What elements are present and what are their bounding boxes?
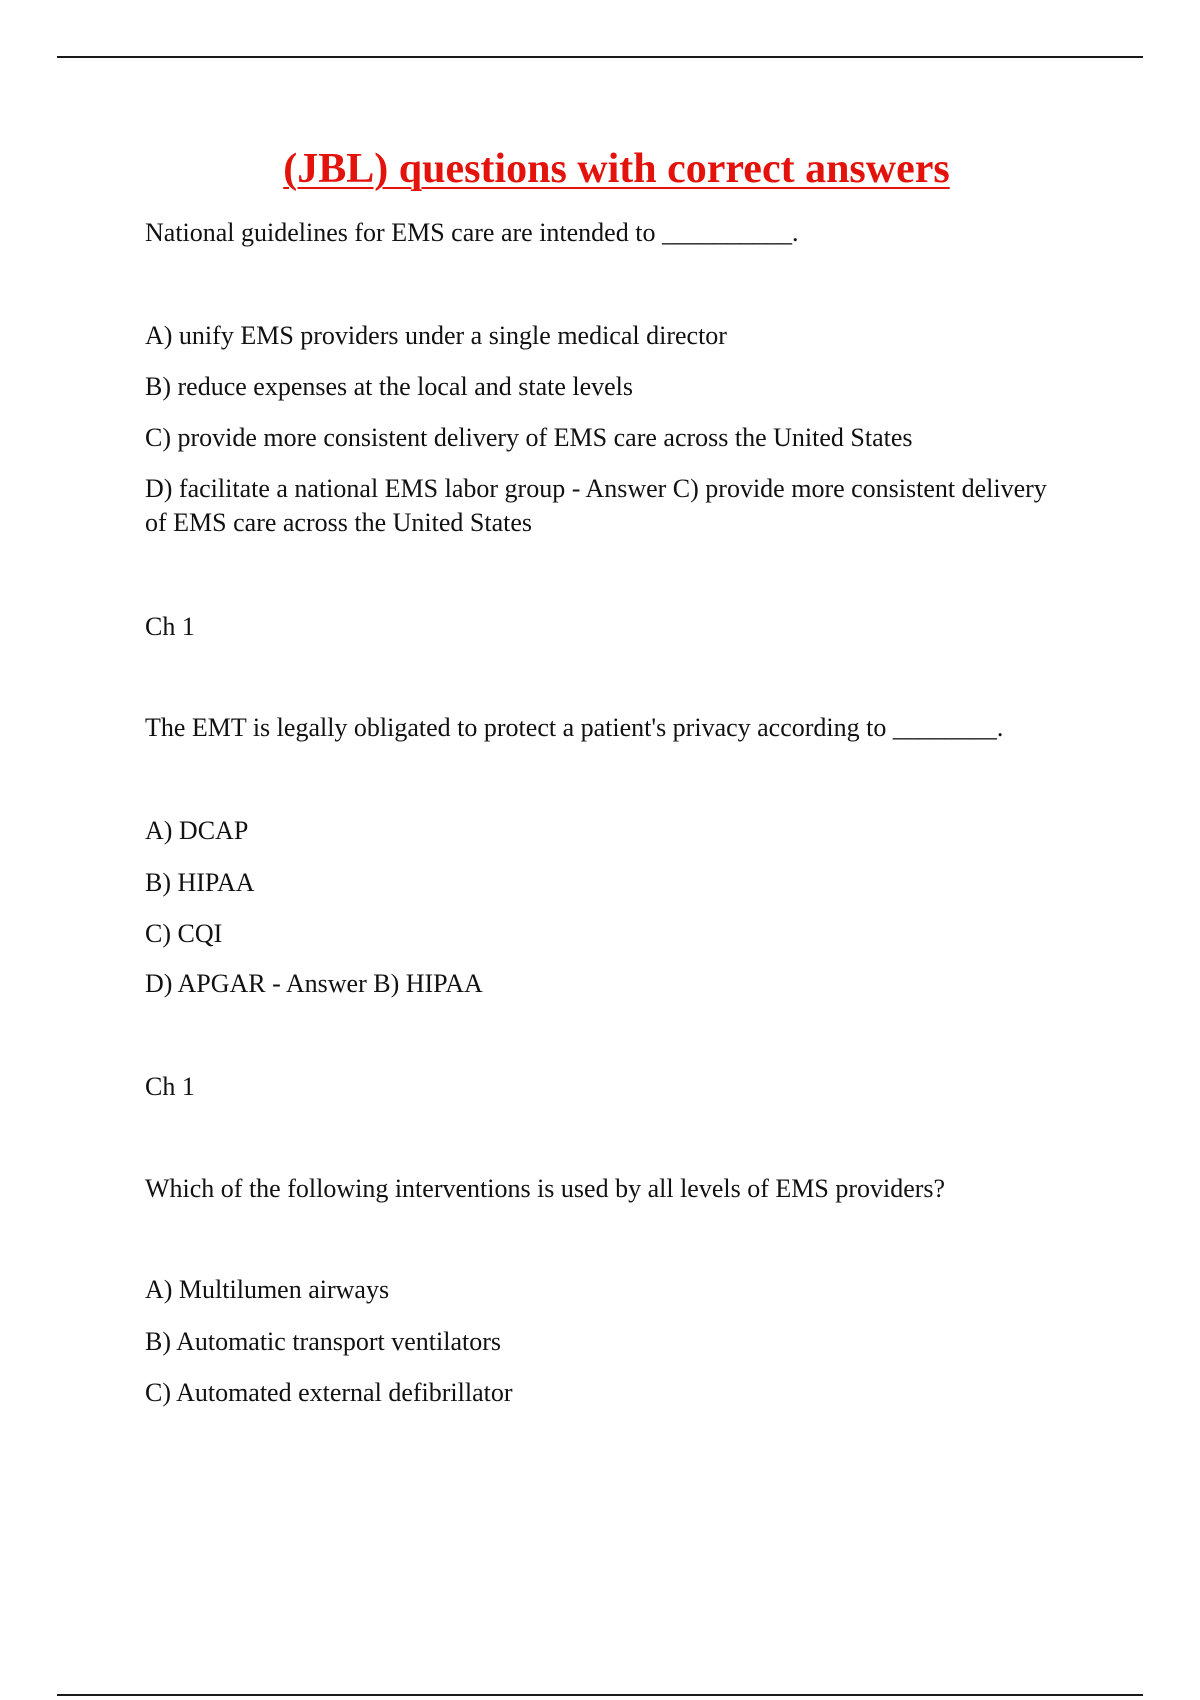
- question-1-text: National guidelines for EMS care are intended to __________.: [145, 218, 799, 247]
- question-2-option-a: A) DCAP: [145, 816, 249, 845]
- question-2-option-b: B) HIPAA: [145, 868, 255, 897]
- question-1-option-d-with-answer: D) facilitate a national EMS labor group - Answer C) provide more consistent delivery of EMS care across the United States: [145, 474, 1047, 537]
- question-1-option-c: C) provide more consistent delivery of EMS care across the United States: [145, 423, 913, 452]
- question-1-option-b: B) reduce expenses at the local and state levels: [145, 372, 634, 401]
- question-1-option-a: A) unify EMS providers under a single medical director: [145, 321, 727, 350]
- top-rule: [57, 56, 1143, 58]
- question-2-option-c: C) CQI: [145, 919, 223, 948]
- question-2-text: The EMT is legally obligated to protect a patient's privacy according to ________.: [145, 713, 1004, 742]
- question-2-option-d-with-answer: D) APGAR - Answer B) HIPAA: [145, 969, 483, 998]
- bottom-rule: [57, 1694, 1143, 1696]
- question-3-option-b: B) Automatic transport ventilators: [145, 1327, 501, 1356]
- question-1-chapter: Ch 1: [145, 612, 195, 641]
- question-3-text: Which of the following interventions is used by all levels of EMS providers?: [145, 1174, 946, 1203]
- document-title: (JBL) questions with correct answers: [283, 146, 950, 192]
- question-3-option-a: A) Multilumen airways: [145, 1275, 390, 1304]
- question-3-option-c: C) Automated external defibrillator: [145, 1378, 513, 1407]
- question-2-chapter: Ch 1: [145, 1072, 195, 1101]
